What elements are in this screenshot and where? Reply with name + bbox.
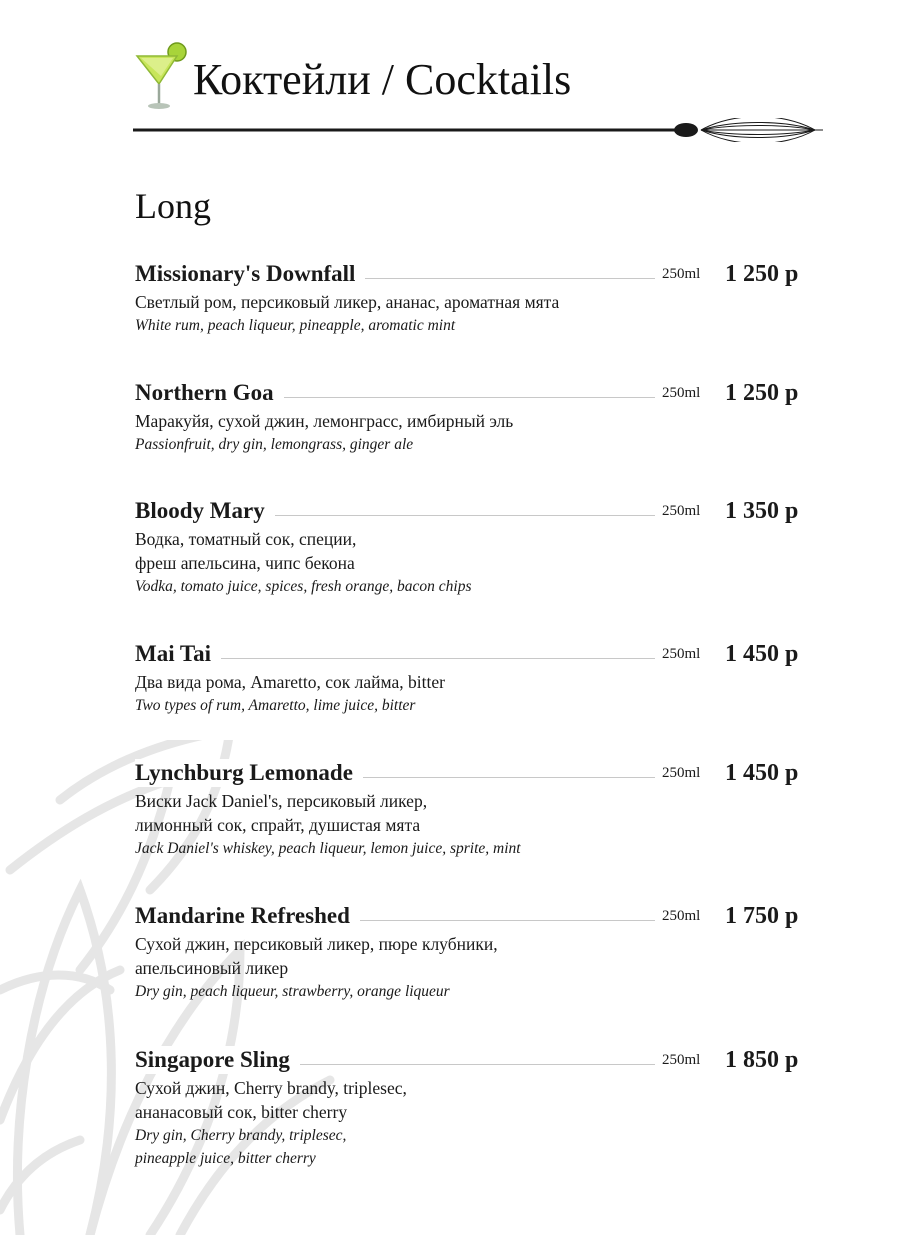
item-volume: 250ml (662, 908, 701, 924)
item-price: 1 850 р (725, 1047, 799, 1073)
item-volume: 250ml (662, 1052, 701, 1068)
menu-item (135, 640, 815, 717)
menu-item (135, 497, 815, 598)
menu-item (135, 902, 815, 1003)
item-description-en: Dry gin, peach liqueur, strawberry, orange liqueur (135, 983, 450, 1000)
item-description-ru: Два вида рома, Amaretto, сок лайма, bitter (135, 672, 445, 692)
item-description-ru: Сухой джин, Cherry brandy, triplesec, (135, 1078, 407, 1098)
item-description-ru: Виски Jack Daniel's, персиковый ликер, (135, 791, 428, 811)
item-description-ru: Светлый ром, персиковый ликер, ананас, ароматная мята (135, 292, 560, 312)
item-volume: 250ml (662, 765, 701, 781)
item-name: Singapore Sling (135, 1046, 300, 1074)
item-description-ru: фреш апельсина, чипс бекона (135, 553, 355, 573)
menu-header (133, 40, 823, 140)
item-name: Northern Goa (135, 379, 284, 407)
item-name: Mandarine Refreshed (135, 902, 360, 930)
item-price: 1 450 р (725, 760, 799, 786)
item-description-ru: Сухой джин, персиковый ликер, пюре клубники, (135, 934, 498, 954)
item-description-en: Passionfruit, dry gin, lemongrass, ginger ale (135, 436, 414, 453)
item-name: Mai Tai (135, 640, 221, 668)
item-price: 1 350 р (725, 498, 799, 524)
item-description-en: Jack Daniel's whiskey, peach liqueur, lemon juice, sprite, mint (135, 840, 521, 857)
item-price: 1 450 р (725, 641, 799, 667)
item-price: 1 250 р (725, 261, 799, 287)
item-name: Lynchburg Lemonade (135, 759, 363, 787)
item-price: 1 250 р (725, 380, 799, 406)
item-description-ru: Водка, томатный сок, специи, (135, 529, 357, 549)
item-description-en: pineapple juice, bitter cherry (135, 1150, 316, 1167)
item-volume: 250ml (662, 385, 701, 401)
item-volume: 250ml (662, 266, 701, 282)
cocktail-glass-icon (133, 42, 189, 114)
header-divider (133, 118, 823, 142)
section-title: Long (135, 186, 211, 226)
menu-item (135, 1046, 815, 1170)
item-description-ru: лимонный сок, спрайт, душистая мята (135, 815, 421, 835)
item-description-en: Two types of rum, Amaretto, lime juice, bitter (135, 697, 416, 714)
item-volume: 250ml (662, 503, 701, 519)
item-name: Missionary's Downfall (135, 260, 365, 288)
item-description-en: Vodka, tomato juice, spices, fresh orange, bacon chips (135, 578, 472, 595)
item-price: 1 750 р (725, 903, 799, 929)
item-description-en: Dry gin, Cherry brandy, triplesec, (135, 1127, 347, 1144)
item-description-en: White rum, peach liqueur, pineapple, aromatic mint (135, 317, 456, 334)
item-description-ru: апельсиновый ликер (135, 958, 289, 978)
menu-item (135, 379, 815, 456)
item-description-ru: Маракуйя, сухой джин, лемонграсс, имбирный эль (135, 411, 514, 431)
page-title: Коктейли / Cocktails (193, 55, 572, 104)
menu-item (135, 759, 815, 860)
menu-item (135, 260, 815, 337)
item-volume: 250ml (662, 646, 701, 662)
item-description-ru: ананасовый сок, bitter cherry (135, 1102, 348, 1122)
item-name: Bloody Mary (135, 497, 275, 525)
